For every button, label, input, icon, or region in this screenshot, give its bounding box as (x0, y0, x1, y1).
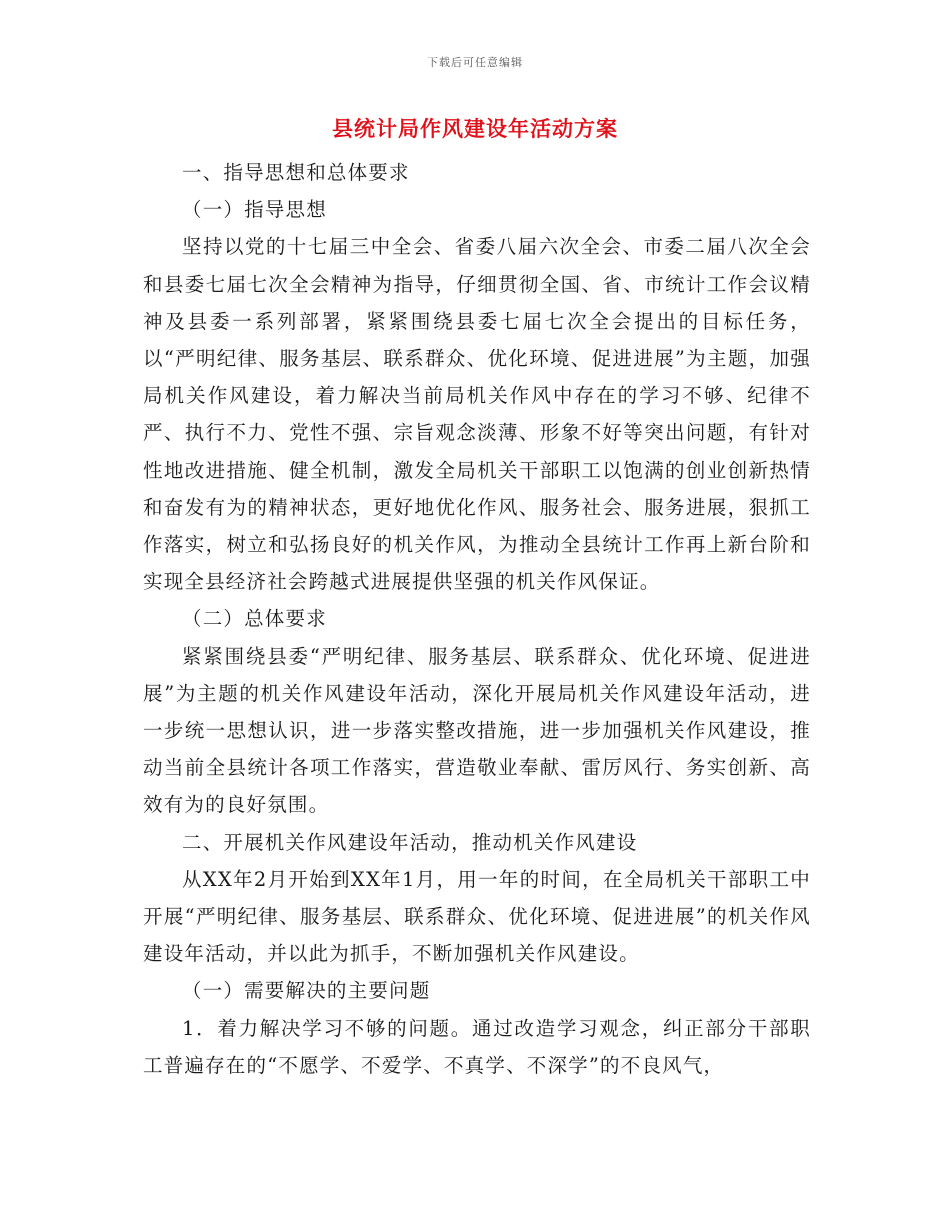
paragraph: 紧紧围绕县委“严明纪律、服务基层、联系群众、优化环境、促进进展”为主题的机关作风建设年活动，深化开展局机关作风建设年活动，进一步统一思想认识，进一步落实整改措施，进一步加强机关作风建设，推动当前全县统计各项工作落实，营造敬业奉献、雷厉风行、务实创新、高效有为的良好氛围。 (143, 644, 811, 817)
header-note: 下载后可任意编辑 (427, 56, 523, 69)
subsection-heading: （二）总体要求 (182, 607, 327, 631)
paragraph: 1．着力解决学习不够的问题。通过改造学习观念，纠正部分干部职工普遍存在的“不愿学、不爱学、不真学、不深学”的不良风气， (143, 1016, 811, 1077)
section-heading: 二、开展机关作风建设年活动，推动机关作风建设 (182, 830, 638, 854)
document-title: 县统计局作风建设年活动方案 (332, 116, 618, 141)
section-heading: 一、指导思想和总体要求 (182, 161, 410, 184)
document-body (143, 154, 811, 1084)
subsection-heading: （一）需要解决的主要问题 (182, 979, 431, 1003)
subsection-heading: （一）指导思想 (182, 198, 327, 222)
paragraph: 从XX年2月开始到XX年1月，用一年的时间，在全局机关干部职工中开展“严明纪律、服务基层、联系群众、优化环境、促进进展”的机关作风建设年活动，并以此为抓手，不断加强机关作风建设。 (143, 867, 811, 966)
paragraph: 坚持以党的十七届三中全会、省委八届六次全会、市委二届八次全会和县委七届七次全会精神为指导，仔细贯彻全国、省、市统计工作会议精神及县委一系列部署，紧紧围绕县委七届七次全会提出的目标任务，以“严明纪律、服务基层、联系群众、优化环境、促进进展”为主题，加强局机关作风建设，着力解决当前局机关作风中存在的学习不够、纪律不严、执行不力、党性不强、宗旨观念淡薄、形象不好等突出问题，有针对性地改进措施、健全机制，激发全局机关干部职工以饱满的创业创新热情和奋发有为的精神状态，更好地优化作风、服务社会、服务进展，狠抓工作落实，树立和弘扬良好的机关作风，为推动全县统计工作再上新台阶和实现全县经济社会跨越式进展提供坚强的机关作风保证。 (143, 235, 811, 594)
